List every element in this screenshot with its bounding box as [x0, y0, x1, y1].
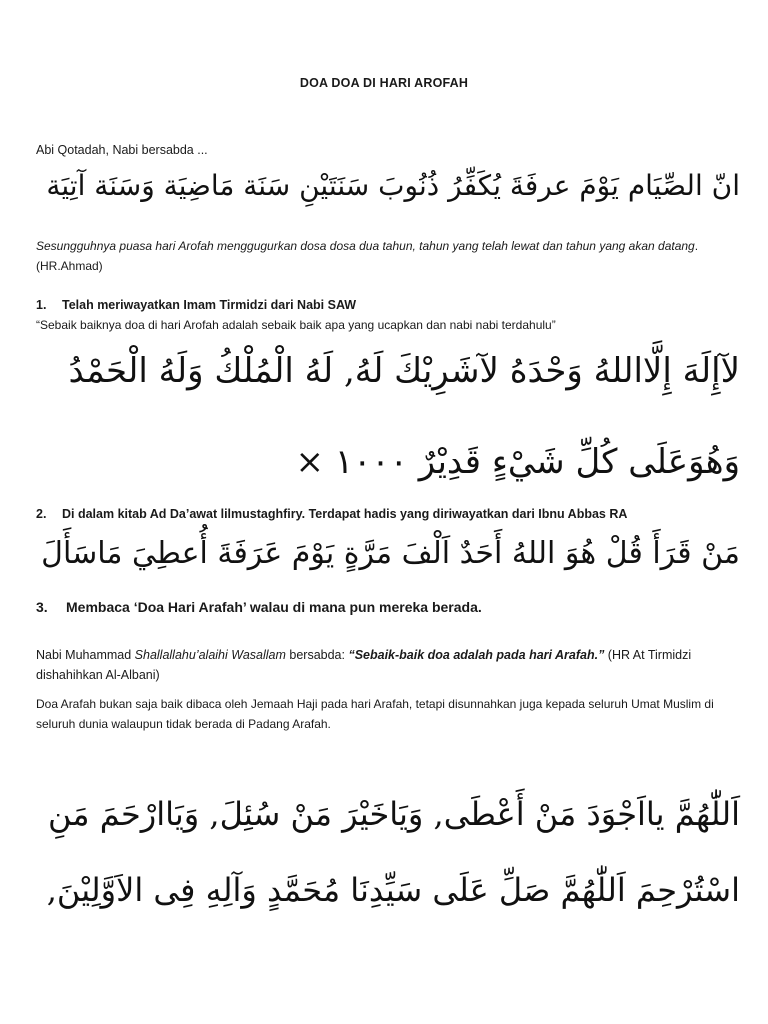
item-2-heading-text: Di dalam kitab Ad Da’awat lilmustaghfiry. Terdapat hadis yang diriwayatkan dari Ibnu Abbas RA: [62, 507, 628, 521]
item-2-number: 2.: [36, 507, 47, 521]
item-2-heading: [36, 505, 736, 524]
item-3-heading-text: Membaca ‘Doa Hari Arafah’ walau di mana pun mereka berada.: [66, 599, 482, 615]
item-1-arabic-line-2: وَهُوَعَلَى كُلِّ شَيْءٍ قَدِيْرٌ ١٠٠٠ ×: [295, 442, 740, 482]
item-1-heading-text: Telah meriwayatkan Imam Tirmidzi dari Nabi SAW: [62, 298, 357, 312]
intro-text: Abi Qotadah, Nabi bersabda ...: [36, 143, 208, 157]
item-3-number: 3.: [36, 599, 48, 615]
item-1-arabic-line-1: لآإِلَهَ إِلَّااللهُ وَحْدَهُ لآشَرِيْكَ لَهُ, لَهُ الْمُلْكُ وَلَهُ الْحَمْدُ: [68, 351, 740, 391]
translation-1-tail: . (HR.Ahmad): [36, 239, 699, 273]
para-1-middle: bersabda:: [285, 648, 349, 662]
translation-1-italic: Sesungguhnya puasa hari Arofah menggugurkan dosa dosa dua tahun, tahun yang telah lewat dan tahun yang akan datang: [36, 239, 695, 253]
paragraph-doa-arafah: Doa Arafah bukan saja baik dibaca oleh Jemaah Haji pada hari Arafah, tetapi disunnahkan juga kepada seluruh Umat Muslim di seluruh dunia walaupun tidak berada di Padang Arafah.: [36, 697, 714, 731]
para-1-quote: “Sebaik-baik doa adalah pada hari Arafah.”: [348, 648, 605, 662]
para-1-prefix: Nabi Muhammad: [36, 648, 135, 662]
page-title: DOA DOA DI HARI AROFAH: [299, 76, 469, 90]
paragraph-nabi-bersabda: [36, 645, 736, 685]
translation-1: [36, 236, 736, 276]
para-1-suffix: (HR At Tirmidzi dishahihkan Al-Albani): [36, 648, 692, 682]
item-3-heading: [36, 598, 736, 617]
item-1-number: 1.: [36, 298, 47, 312]
para-1-italic: Shallallahu’alaihi Wasallam: [134, 648, 286, 662]
arabic-final-line-1: اَللّٰهُمَّ يااَجْوَدَ مَنْ أَعْطَى, وَيَاخَيْرَ مَنْ سُئِلَ, وَيَاارْحَمَ مَنِ: [48, 795, 740, 833]
arabic-hadith-1: انّ الصِّيَام يَوْمَ عرفَةَ يُكَفِّرُ ذُنُوبَ سَنَتَيْنِ سَنَة مَاضِيَة وَسَنَة آتِيَة: [46, 169, 740, 202]
item-2-arabic: مَنْ قَرَأَ قُلْ هُوَ اللهُ أَحَدٌ اَلْفَ مَرَّةٍ يَوْمَ عَرَفَةَ أُعطِيَ مَاسَأَلَ: [41, 536, 740, 571]
arabic-final-line-2: اسْتُرْحِمَ اَللّٰهُمَّ صَلِّ عَلَى سَيِّدِنَا مُحَمَّدٍ وَآلِهِ فِى الاَوَّلِيْنَ,: [46, 871, 740, 909]
item-1-quote: “Sebaik baiknya doa di hari Arofah adalah sebaik baik apa yang ucapkan dan nabi nabi terdahulu”: [36, 318, 556, 332]
item-1-heading: [36, 296, 736, 315]
